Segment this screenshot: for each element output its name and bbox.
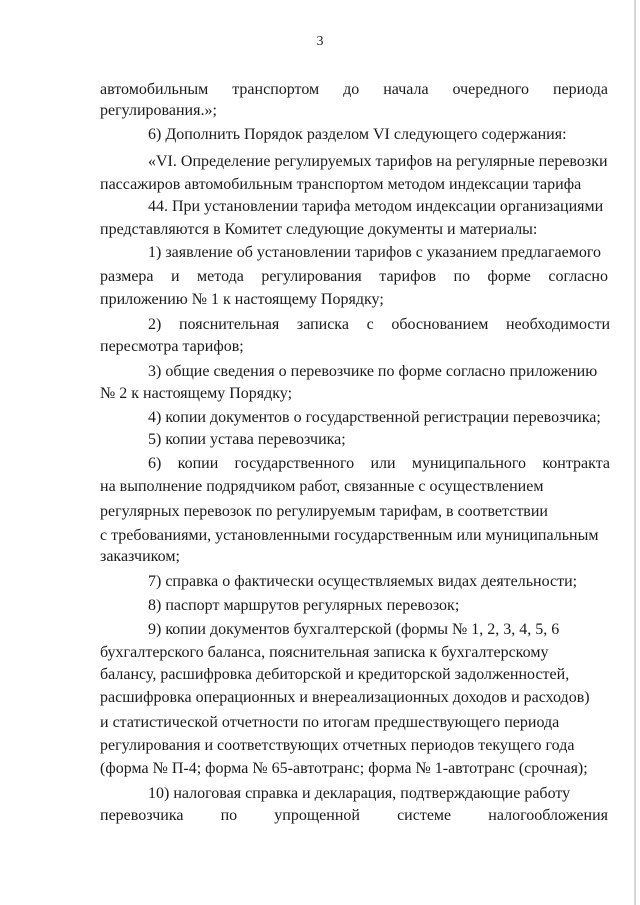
text-line: пассажиров автомобильным транспортом методом индексации тарифа: [100, 176, 582, 193]
text-line: 44. При установлении тарифа методом индексации организациями: [148, 198, 604, 215]
text-line: представляются в Комитет следующие документы и материалы:: [100, 221, 538, 238]
text-line: 8) паспорт маршрутов регулярных перевозок;: [148, 597, 460, 614]
text-line: расшифровка операционных и внереализационных доходов и расходов): [100, 689, 590, 706]
text-line: балансу, расшифровка дебиторской и кредиторской задолженностей,: [100, 666, 570, 683]
text-line: 1) заявление об установлении тарифов с указанием предлагаемого: [148, 244, 601, 261]
text-line: 6) Дополнить Порядок разделом VI следующего содержания:: [148, 126, 567, 143]
text-line: (форма № П-4; форма № 65-автотранс; форма № 1-автотранс (срочная);: [100, 760, 588, 777]
text-line: 3) общие сведения о перевозчике по форме согласно приложению: [148, 363, 598, 380]
text-line: размера и метода регулирования тарифов по форме согласно: [100, 268, 608, 285]
text-line: 4) копии документов о государственной регистрации перевозчика;: [148, 409, 601, 426]
text-line: № 2 к настоящему Порядку;: [100, 385, 293, 402]
text-line: 10) налоговая справка и декларация, подтверждающие работу: [148, 785, 571, 802]
text-line: 2) пояснительная записка с обоснованием необходимости: [148, 316, 610, 333]
text-line: «VI. Определение регулируемых тарифов на регулярные перевозки: [148, 153, 608, 170]
text-line: регулярных перевозок по регулируемым тарифам, в соответствии: [100, 503, 548, 520]
text-line: с требованиями, установленными государственным или муниципальным: [100, 527, 599, 544]
text-line: на выполнение подрядчиком работ, связанные с осуществлением: [100, 478, 544, 495]
text-line: заказчиком;: [100, 548, 180, 565]
text-line: перевозчика по упрощенной системе налогообложения: [100, 807, 608, 824]
text-line: и статистической отчетности по итогам предшествующего периода: [100, 714, 560, 731]
text-line: регулирования.»;: [100, 102, 217, 119]
page-edge: [634, 0, 636, 905]
text-line: пересмотра тарифов;: [100, 338, 244, 355]
text-line: бухгалтерского баланса, пояснительная записка к бухгалтерскому: [100, 644, 549, 661]
text-line: регулирования и соответствующих отчетных периодов текущего года: [100, 737, 575, 754]
text-line: автомобильным транспортом до начала очередного периода: [100, 81, 608, 98]
text-line: приложению № 1 к настоящему Порядку;: [100, 291, 384, 308]
text-line: 5) копии устава перевозчика;: [148, 431, 346, 448]
text-line: 7) справка о фактически осуществляемых видах деятельности;: [148, 573, 578, 590]
text-line: 6) копии государственного или муниципального контракта: [148, 455, 610, 472]
page-number: 3: [316, 34, 324, 49]
text-line: 9) копии документов бухгалтерской (формы № 1, 2, 3, 4, 5, 6: [148, 621, 560, 638]
